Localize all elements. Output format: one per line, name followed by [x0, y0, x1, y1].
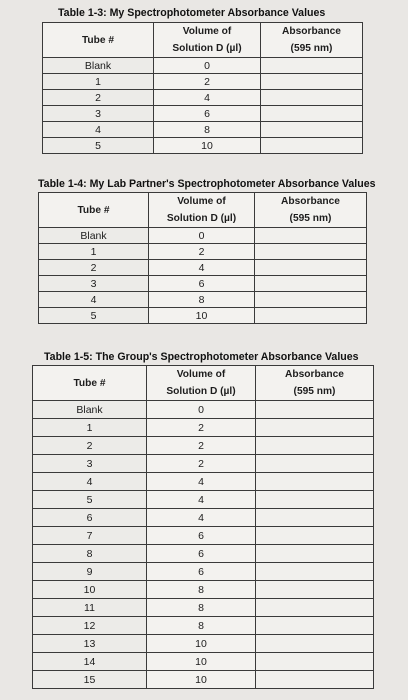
absorbance-header-line-1: Absorbance — [281, 196, 340, 207]
absorbance-cell — [256, 653, 374, 671]
table-row — [33, 545, 374, 563]
table-row — [33, 509, 374, 527]
table-row — [43, 74, 363, 90]
table-row — [33, 563, 374, 581]
table-row — [33, 617, 374, 635]
table-row — [39, 244, 367, 260]
absorbance-cell — [261, 122, 363, 138]
volume-cell: 4 — [154, 90, 261, 106]
tube-cell: Blank — [43, 58, 154, 74]
tube-cell: 5 — [43, 138, 154, 154]
absorbance-cell — [255, 260, 367, 276]
absorbance-cell — [256, 473, 374, 491]
absorbance-cell — [255, 276, 367, 292]
absorbance-cell — [255, 244, 367, 260]
absorbance-cell — [255, 228, 367, 244]
table-row — [33, 455, 374, 473]
volume-cell: 0 — [147, 401, 256, 419]
volume-cell: 2 — [147, 455, 256, 473]
tube-column-header: Tube # — [39, 193, 149, 228]
volume-cell: 10 — [154, 138, 261, 154]
tube-cell: 2 — [33, 437, 147, 455]
table-row — [33, 653, 374, 671]
table-row — [39, 276, 367, 292]
tube-cell: Blank — [39, 228, 149, 244]
absorbance-cell — [261, 138, 363, 154]
volume-cell: 2 — [154, 74, 261, 90]
absorbance-cell — [256, 581, 374, 599]
absorbance-cell — [261, 58, 363, 74]
volume-cell: 6 — [147, 527, 256, 545]
absorbance-cell — [256, 617, 374, 635]
absorbance-cell — [255, 292, 367, 308]
volume-cell: 10 — [147, 635, 256, 653]
absorbance-cell — [256, 437, 374, 455]
volume-cell: 4 — [147, 473, 256, 491]
table-row — [43, 90, 363, 106]
tube-cell: 10 — [33, 581, 147, 599]
table-1-4-caption: Table 1-4: My Lab Partner's Spectrophotometer Absorbance Values — [38, 178, 376, 190]
absorbance-cell — [256, 527, 374, 545]
absorbance-column-header — [261, 23, 363, 58]
table-row — [39, 260, 367, 276]
tube-cell: 5 — [39, 308, 149, 324]
absorbance-column-header — [256, 366, 374, 401]
absorbance-header-line-2: (595 nm) — [293, 386, 336, 397]
table-1-4 — [38, 192, 367, 324]
table-row — [33, 581, 374, 599]
absorbance-cell — [261, 74, 363, 90]
tube-cell: 3 — [43, 106, 154, 122]
tube-cell: 12 — [33, 617, 147, 635]
table-row — [33, 491, 374, 509]
tube-cell: Blank — [33, 401, 147, 419]
volume-header-line-2: Solution D (µl) — [172, 43, 242, 54]
absorbance-header-line-1: Absorbance — [285, 369, 344, 380]
absorbance-cell — [256, 545, 374, 563]
volume-column-header — [147, 366, 256, 401]
tube-cell: 3 — [33, 455, 147, 473]
tube-cell: 3 — [39, 276, 149, 292]
table-row — [39, 308, 367, 324]
tube-cell: 8 — [33, 545, 147, 563]
volume-column-header — [149, 193, 255, 228]
volume-cell: 0 — [154, 58, 261, 74]
table-1-3-caption: Table 1-3: My Spectrophotometer Absorbance Values — [58, 7, 326, 19]
tube-cell: 9 — [33, 563, 147, 581]
volume-cell: 2 — [149, 244, 255, 260]
table-row — [33, 527, 374, 545]
absorbance-cell — [256, 599, 374, 617]
table-row — [43, 122, 363, 138]
volume-header-line-2: Solution D (µl) — [166, 213, 237, 224]
absorbance-cell — [256, 509, 374, 527]
volume-cell: 6 — [154, 106, 261, 122]
volume-cell: 4 — [147, 509, 256, 527]
tube-column-header: Tube # — [33, 366, 147, 401]
table-row — [33, 437, 374, 455]
table-row — [43, 106, 363, 122]
tube-cell: 14 — [33, 653, 147, 671]
volume-cell: 8 — [154, 122, 261, 138]
tube-cell: 6 — [33, 509, 147, 527]
tube-cell: 2 — [39, 260, 149, 276]
tube-cell: 1 — [33, 419, 147, 437]
table-1-5 — [32, 365, 374, 689]
tube-cell: 1 — [43, 74, 154, 90]
volume-header-line-1: Volume of — [176, 369, 226, 380]
tube-cell: 13 — [33, 635, 147, 653]
tube-cell: 4 — [43, 122, 154, 138]
volume-cell: 8 — [147, 617, 256, 635]
absorbance-cell — [256, 401, 374, 419]
table-row — [33, 419, 374, 437]
absorbance-header-line-2: (595 nm) — [290, 43, 333, 54]
table-row — [33, 401, 374, 419]
tube-cell: 1 — [39, 244, 149, 260]
absorbance-header-line-1: Absorbance — [282, 26, 341, 37]
volume-cell: 10 — [147, 671, 256, 689]
tube-cell: 2 — [43, 90, 154, 106]
volume-column-header — [154, 23, 261, 58]
table-1-5-caption: Table 1-5: The Group's Spectrophotometer Absorbance Values — [44, 351, 359, 363]
tube-cell: 7 — [33, 527, 147, 545]
volume-cell: 10 — [149, 308, 255, 324]
table-row — [39, 228, 367, 244]
volume-cell: 8 — [147, 581, 256, 599]
volume-header-line-1: Volume of — [177, 196, 226, 207]
volume-cell: 2 — [147, 437, 256, 455]
absorbance-cell — [256, 419, 374, 437]
volume-cell: 2 — [147, 419, 256, 437]
absorbance-cell — [256, 491, 374, 509]
table-1-3 — [42, 22, 363, 154]
tube-cell: 4 — [33, 473, 147, 491]
tube-cell: 5 — [33, 491, 147, 509]
volume-cell: 6 — [147, 545, 256, 563]
volume-cell: 6 — [147, 563, 256, 581]
volume-cell: 0 — [149, 228, 255, 244]
table-row — [43, 138, 363, 154]
tube-cell: 4 — [39, 292, 149, 308]
tube-column-header: Tube # — [43, 23, 154, 58]
absorbance-column-header — [255, 193, 367, 228]
absorbance-cell — [261, 106, 363, 122]
volume-header-line-2: Solution D (µl) — [166, 386, 236, 397]
table-row — [43, 58, 363, 74]
table-row — [33, 473, 374, 491]
tube-cell: 15 — [33, 671, 147, 689]
volume-cell: 8 — [149, 292, 255, 308]
absorbance-cell — [261, 90, 363, 106]
absorbance-cell — [256, 563, 374, 581]
volume-header-line-1: Volume of — [182, 26, 232, 37]
table-row — [39, 292, 367, 308]
absorbance-cell — [256, 455, 374, 473]
table-row — [33, 635, 374, 653]
absorbance-cell — [255, 308, 367, 324]
volume-cell: 10 — [147, 653, 256, 671]
absorbance-cell — [256, 635, 374, 653]
table-row — [33, 599, 374, 617]
volume-cell: 4 — [147, 491, 256, 509]
volume-cell: 6 — [149, 276, 255, 292]
volume-cell: 4 — [149, 260, 255, 276]
absorbance-cell — [256, 671, 374, 689]
tube-cell: 11 — [33, 599, 147, 617]
absorbance-header-line-2: (595 nm) — [289, 213, 332, 224]
volume-cell: 8 — [147, 599, 256, 617]
table-row — [33, 671, 374, 689]
